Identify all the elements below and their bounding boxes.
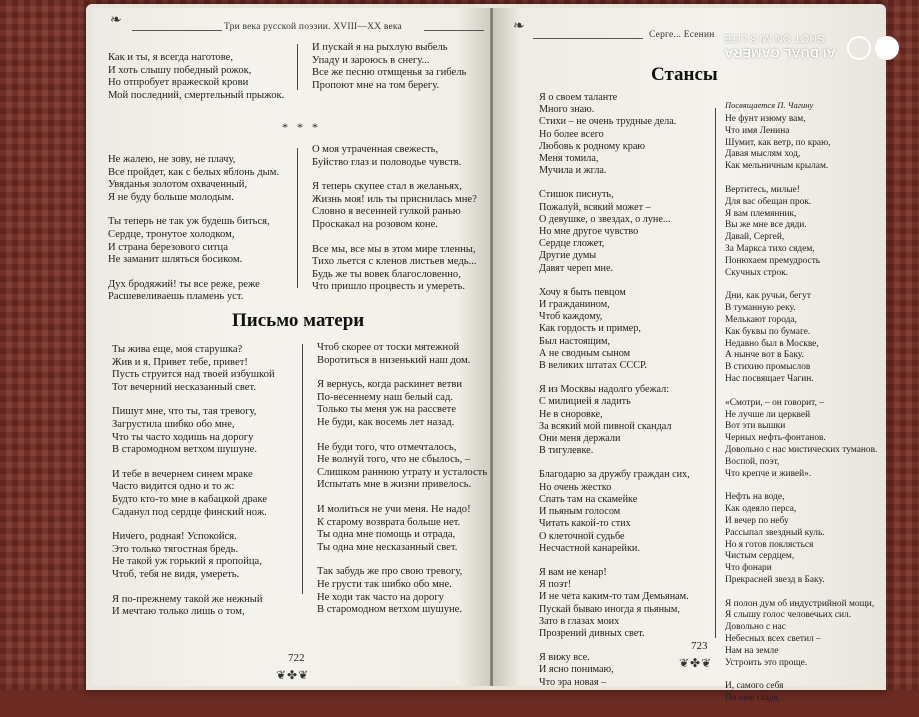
dedication: Посвящается П. Чагину — [725, 100, 814, 110]
stanza — [112, 531, 275, 581]
stansy-left-column — [539, 92, 690, 701]
verse-line: Любовь к родному краю — [539, 140, 645, 152]
right-page-number: 723 — [691, 640, 708, 652]
verse-line: Нефть на воде, — [725, 492, 785, 503]
verse-line: Давят череп мне. — [539, 262, 614, 274]
section-stars: * * * — [282, 120, 321, 134]
verse-line: Пожалуй, всякий может – — [539, 201, 651, 213]
verse-line: Черных нефть-фонтанов. — [725, 433, 826, 444]
verse-line: Словно я весенней гулкой ранью — [312, 206, 461, 218]
poem-continuation-left — [108, 52, 284, 114]
stanza — [112, 406, 275, 456]
verse-line: Мой последний, смертельный прыжок. — [108, 89, 285, 101]
verse-line: Вы же мне все дяди. — [725, 220, 807, 231]
verse-line: Другие думы — [539, 250, 597, 262]
verse-line: Увяданья золотом охваченный, — [108, 179, 248, 191]
verse-line: Благодарю за дружбу граждан сих, — [539, 469, 690, 481]
verse-line: По шее гладя, — [725, 693, 781, 704]
stanza — [539, 287, 690, 372]
footer-ornament-icon: ❦✤❦ — [679, 656, 713, 670]
verse-line: Довольно с нас — [725, 622, 786, 633]
stanza — [725, 599, 877, 670]
verse-line: Жив и я. Привет тебе, привет! — [112, 356, 248, 368]
verse-line: Чистым сердцем, — [725, 551, 795, 562]
verse-line: Будь же ты вовек благословенно, — [312, 268, 461, 280]
verse-line: «Смотри, – он говорит, – — [725, 397, 824, 408]
verse-line: Тихо льется с кленов листьев медь... — [312, 256, 477, 268]
verse-line: Ты жива еще, моя старушка? — [112, 344, 243, 355]
verse-line: С милицией я ладить — [539, 396, 631, 408]
verse-line: Не жалею, не зову, не плачу, — [108, 154, 236, 165]
verse-line: Давая мыслям ход, — [725, 149, 801, 160]
stanza — [725, 291, 877, 385]
header-ornament-icon: ❧ — [513, 19, 525, 34]
watermark-line-2: AI DUAL CAMERA — [723, 46, 835, 60]
stanza — [108, 154, 279, 204]
stanza — [725, 492, 877, 586]
verse-line: Только ты меня уж на рассвете — [317, 404, 457, 416]
stanza — [108, 279, 279, 304]
stanza — [725, 185, 877, 279]
stanza — [539, 384, 690, 457]
verse-line: И ясно понимаю, — [539, 664, 614, 676]
verse-line: Мелькают города, — [725, 314, 797, 325]
verse-line: Упаду и зароюсь в снегу... — [312, 54, 430, 66]
verse-line: Хочу я быть певцом — [539, 286, 626, 298]
verse-line: Саданул под сердце финский нож. — [112, 506, 267, 518]
verse-line: Не в сноровке, — [539, 408, 603, 420]
stanza — [317, 504, 487, 554]
verse-line: Много знаю. — [539, 104, 595, 116]
header-rule — [132, 30, 222, 31]
verse-line: Что эра новая – — [539, 676, 607, 688]
verse-line: За Маркса тихо сядем, — [725, 243, 815, 254]
poem-ne-zhaleyu-left — [108, 154, 279, 316]
verse-line: Ты одна мне несказанный свет. — [317, 541, 458, 553]
verse-line: Ты теперь не так уж будешь биться, — [108, 216, 270, 228]
verse-line: Я по-прежнему такой же нежный — [112, 593, 263, 605]
left-page — [92, 8, 490, 686]
verse-line: Все пройдет, как с белых яблонь дым. — [108, 166, 280, 178]
verse-line: Прекрасней звезд в Баку. — [725, 574, 825, 585]
verse-line: И страна березового ситца — [108, 241, 228, 253]
header-rule — [533, 38, 643, 39]
verse-line: Шумит, как ветр, по краю, — [725, 137, 831, 148]
stanza — [317, 342, 487, 367]
verse-line: Проскакал на розовом коне. — [312, 218, 438, 230]
stanza — [317, 379, 487, 429]
verse-line: Пусть струится над твоей избушкой — [112, 369, 275, 381]
verse-line: Ты одна мне помощь и отрада, — [317, 529, 456, 541]
verse-line: Зато в глазах моих — [539, 615, 620, 627]
verse-line: Небесных всех светил – — [725, 634, 821, 645]
verse-line: Не фунт изюму вам, — [725, 114, 806, 124]
verse-line: Спать там на скамейке — [539, 493, 638, 505]
stanza — [312, 144, 477, 169]
verse-line: В старомодном ветхом шушуне. — [112, 444, 258, 456]
verse-line: Рассыпал звездный куль. — [725, 527, 825, 538]
verse-line: Я не буду больше молодым. — [108, 191, 234, 203]
verse-line: И пускай я на рыхлую выбель — [312, 42, 448, 53]
verse-line: Но более всего — [539, 128, 604, 140]
verse-line: И не чета каким-то там Демьянам. — [539, 591, 689, 603]
verse-line: По-весеннему наш белый сад. — [317, 391, 454, 403]
stanza — [725, 681, 877, 705]
column-divider — [715, 108, 716, 638]
stanza — [317, 566, 487, 616]
left-page-number: 722 — [288, 652, 305, 664]
verse-line: Чтоб скорее от тоски мятежной — [317, 342, 460, 353]
verse-line: Но отпробует вражеской крови — [108, 77, 249, 89]
verse-line: Пропоют мне на том берегу. — [312, 79, 440, 91]
verse-line: А нынче вот в Баку. — [725, 350, 804, 361]
right-page — [493, 8, 881, 704]
verse-line: Я о своем таланте — [539, 92, 618, 103]
verse-line: Расшевеливаешь пламень уст. — [108, 291, 244, 303]
stansy-right-column — [725, 114, 877, 717]
verse-line: Не лучше ли церквей — [725, 409, 811, 420]
verse-line: Что крепче и живей». — [725, 468, 812, 479]
verse-line: Вот эти вышки — [725, 421, 786, 432]
verse-line: Это только тягостная бредь. — [112, 543, 239, 555]
verse-line: Стихи – не очень трудные дела. — [539, 116, 677, 128]
verse-line: Стишок писнуть, — [539, 189, 614, 201]
verse-line: Несчастной канарейки. — [539, 542, 640, 554]
verse-line: Для вас обещан прок. — [725, 196, 812, 207]
verse-line: Что ты часто ходишь на дорогу — [112, 431, 254, 443]
stanza — [317, 442, 487, 492]
verse-line: Читать какой-то стих — [539, 518, 631, 530]
stanza — [108, 52, 284, 102]
verse-line: Давай, Сергей, — [725, 232, 785, 243]
watermark-line-1: SHOT ON MI 8 LITE — [723, 32, 825, 44]
verse-line: И мечтаю только лишь о том, — [112, 606, 245, 618]
verse-line: Я полон дум об индустрийной мощи, — [725, 598, 875, 609]
verse-line: В великих штатах СССР. — [539, 360, 647, 372]
verse-line: И вечер по небу — [725, 515, 789, 526]
verse-line: Воротиться в низенький наш дом. — [317, 354, 471, 366]
verse-line: Не грусти так шибко обо мне. — [317, 578, 452, 590]
stanza — [312, 244, 477, 294]
verse-line: Как гордость и пример, — [539, 323, 641, 335]
column-divider — [297, 44, 298, 90]
verse-line: Нам на земле — [725, 645, 779, 656]
verse-line: Чтоб каждому, — [539, 311, 603, 323]
header-rule — [424, 30, 484, 31]
verse-line: Не волнуй того, что не сбылось, – — [317, 454, 471, 466]
verse-line: Пускай бываю иногда я пьяным, — [539, 603, 680, 615]
verse-line: Не ходи так часто на дорогу — [317, 591, 444, 603]
verse-line: Пишут мне, что ты, тая тревогу, — [112, 406, 257, 418]
verse-line: Воспой, поэт, — [725, 456, 780, 467]
stanza — [725, 398, 877, 481]
verse-line: Устроить это проще. — [725, 657, 808, 668]
verse-line: Что имя Ленина — [725, 125, 790, 136]
poem-ne-zhaleyu-right — [312, 144, 477, 306]
verse-line: Но очень жестко — [539, 481, 612, 493]
stanza — [108, 216, 279, 266]
verse-line: Дух бродяжий! ты все реже, реже — [108, 278, 260, 290]
verse-line: Все же песню отмщенья за гибель — [312, 67, 467, 79]
verse-line: В старомодном ветхом шушуне. — [317, 604, 463, 616]
verse-line: Не заманит шляться босиком. — [108, 254, 243, 266]
verse-line: Сердце, тронутое холодком, — [108, 228, 235, 240]
verse-line: Недавно был в Москве, — [725, 338, 819, 349]
verse-line: Как и ты, я всегда наготове, — [108, 52, 234, 63]
column-divider — [302, 344, 303, 594]
verse-line: К старому возврата больше нет. — [317, 516, 461, 528]
verse-line: Так забудь же про свою тревогу, — [317, 566, 463, 578]
verse-line: Дни, как ручьи, бегут — [725, 291, 811, 302]
verse-line: Я вижу все. — [539, 652, 590, 664]
letter-poem-right-column — [317, 342, 487, 629]
stanza — [539, 652, 690, 689]
stanza — [112, 469, 275, 519]
camera-logo-ring-icon — [847, 36, 871, 60]
stanza — [312, 181, 477, 231]
stanza — [112, 594, 275, 619]
verse-line: Как буквы по бумаге. — [725, 326, 811, 337]
verse-line: И хоть слышу победный рожок, — [108, 64, 252, 76]
verse-line: Я вам племянник, — [725, 208, 797, 219]
verse-line: Не буди того, что отмечталось, — [317, 441, 457, 453]
verse-line: Слишком раннюю утрату и усталость — [317, 466, 488, 478]
verse-line: В тигулевке. — [539, 445, 594, 457]
verse-line: О клеточной судьбе — [539, 530, 625, 542]
verse-line: Я поэт! — [539, 579, 572, 591]
right-running-head: Серге... Есенин — [649, 30, 715, 40]
camera-watermark — [724, 30, 835, 60]
letter-poem-left-column — [112, 344, 275, 631]
header-ornament-icon: ❧ — [110, 13, 122, 28]
verse-line: Довольно с нас мистических туманов. — [725, 444, 878, 455]
verse-line: Все мы, все мы в этом мире тленны, — [312, 243, 476, 255]
verse-line: И тебе в вечернем синем мраке — [112, 468, 253, 480]
verse-line: Будто кто-то мне в кабацкой драке — [112, 493, 268, 505]
verse-line: О девушке, о звездах, о луне... — [539, 213, 671, 225]
camera-logo-dot-icon — [875, 36, 899, 60]
stanza — [539, 189, 690, 274]
verse-line: Буйство глаз и половодье чувств. — [312, 156, 462, 168]
stanza — [539, 92, 690, 177]
footer-ornament-icon: ❦✤❦ — [276, 668, 310, 682]
verse-line: Что фонари — [725, 563, 772, 574]
poem-continuation-right — [312, 42, 466, 104]
verse-line: Как мельничным крылам. — [725, 161, 829, 172]
verse-line: Я слышу голос человечьих сил. — [725, 610, 852, 621]
verse-line: Не буди, как восемь лет назад. — [317, 416, 455, 428]
verse-line: И пьяным голосом — [539, 506, 621, 518]
verse-line: Вертитесь, милые! — [725, 184, 800, 195]
verse-line: Часто видится одно и то ж: — [112, 481, 235, 493]
stanza — [112, 344, 275, 394]
verse-line: В стихию промыслов — [725, 362, 811, 373]
verse-line: Но мне другое чувство — [539, 226, 639, 238]
verse-line: Я теперь скупее стал в желаньях, — [312, 181, 462, 193]
verse-line: И молиться не учи меня. Не надо! — [317, 503, 471, 515]
verse-line: Испытать мне в жизни привелось. — [317, 479, 472, 491]
poem-title-stansy: Стансы — [651, 64, 718, 85]
stanza — [725, 114, 877, 173]
verse-line: Понюхаем премудрость — [725, 255, 821, 266]
verse-line: Ничего, родная! Успокойся. — [112, 531, 237, 543]
verse-line: За всякий мой пивной скандал — [539, 420, 672, 432]
verse-line: Чтоб, тебя не видя, умереть. — [112, 568, 240, 580]
verse-line: Был настоящим, — [539, 335, 611, 347]
verse-line: Я вам не кенар! — [539, 566, 607, 578]
verse-line: Я вернусь, когда раскинет ветви — [317, 379, 463, 391]
verse-line: О моя утраченная свежесть, — [312, 144, 439, 155]
poem-title-pismo-materi: Письмо матери — [232, 310, 365, 331]
verse-line: Тот вечерний несказанный свет. — [112, 381, 256, 393]
verse-line: В туманную реку. — [725, 303, 796, 314]
verse-line: Я из Москвы надолго убежал: — [539, 384, 670, 396]
verse-line: Нас посвящает Чагин. — [725, 373, 814, 384]
verse-line: Меня томила, — [539, 153, 599, 165]
verse-line: Но я готов поклясться — [725, 539, 814, 550]
verse-line: Сердце гложет, — [539, 238, 605, 250]
verse-line: И, самого себя — [725, 681, 784, 692]
verse-line: Как одеяло перса, — [725, 504, 797, 515]
column-divider — [297, 148, 298, 288]
stanza — [539, 567, 690, 640]
verse-line: Скучных строк. — [725, 267, 789, 278]
verse-line: А не сводным сыном — [539, 347, 631, 359]
verse-line: Прозрений дивных свет. — [539, 627, 645, 639]
verse-line: Что пришло процвесть и умереть. — [312, 281, 465, 293]
verse-line: Они меня держали — [539, 433, 621, 445]
stanza — [312, 42, 466, 92]
verse-line: И гражданином, — [539, 299, 610, 311]
stanza — [539, 469, 690, 554]
verse-line: Загрустила шибко обо мне, — [112, 418, 235, 430]
verse-line: Жизнь моя! иль ты приснилась мне? — [312, 193, 477, 205]
verse-line: Не такой уж горький я пропойца, — [112, 556, 262, 568]
left-running-head: Три века русской поэзии. XVIII—XX века — [224, 22, 402, 32]
verse-line: Мучила и жгла. — [539, 165, 607, 177]
